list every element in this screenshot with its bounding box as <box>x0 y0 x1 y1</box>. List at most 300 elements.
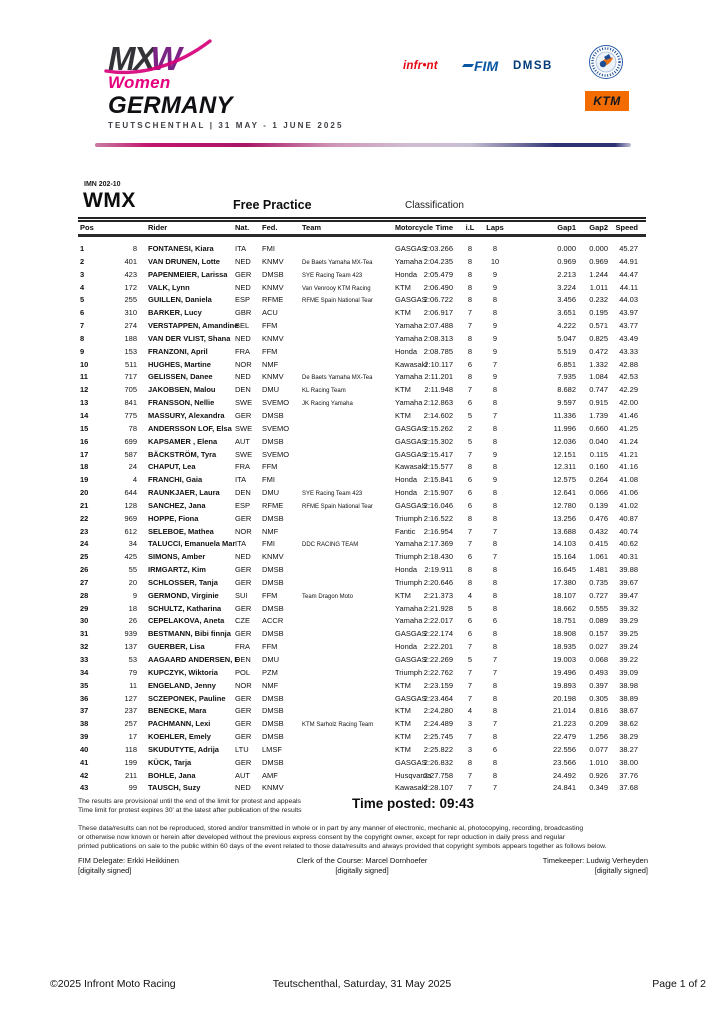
result-row <box>78 474 646 487</box>
result-row <box>78 526 646 539</box>
result-row <box>78 436 646 449</box>
cell-il: 7 <box>467 770 473 780</box>
cell-rider: BESTMANN, Bibi finnja <box>148 629 231 639</box>
cell-number: 8 <box>132 244 137 253</box>
cell-time: 2:21.373 <box>423 590 453 600</box>
cell-number: 425 <box>124 552 137 562</box>
cell-gap1: 12.151 <box>553 449 576 459</box>
cell-fed: FFM <box>262 462 278 472</box>
cell-speed: 43.77 <box>619 321 638 331</box>
cell-rider: KAPSAMER , Elena <box>148 436 218 446</box>
cell-pos: 10 <box>80 359 89 369</box>
cell-motorcycle: Yamaha <box>395 372 423 382</box>
cell-gap2: 0.139 <box>589 500 608 510</box>
cell-il: 7 <box>467 732 473 742</box>
result-row <box>78 603 646 616</box>
cell-team: SYE Racing Team 423 <box>302 272 363 279</box>
cell-pos: 2 <box>80 256 85 266</box>
result-row <box>78 731 646 744</box>
cell-il: 8 <box>467 462 473 472</box>
cell-fed: KNMV <box>262 372 284 382</box>
cell-gap1: 20.198 <box>553 693 576 703</box>
cell-time: 2:25.822 <box>423 744 453 754</box>
cell-gap1: 3.456 <box>557 295 576 305</box>
cell-number: 310 <box>124 308 137 318</box>
cell-number: 211 <box>125 770 137 780</box>
cell-time: 2:25.745 <box>423 732 453 742</box>
cell-motorcycle: KTM <box>395 744 411 754</box>
cell-speed: 43.97 <box>619 308 638 318</box>
cell-gap2: 0.747 <box>589 385 608 395</box>
cell-il: 6 <box>467 475 473 485</box>
cell-il: 8 <box>467 513 473 523</box>
session-title: Free Practice <box>233 198 312 212</box>
cell-speed: 44.11 <box>619 282 638 292</box>
cell-nat: DEN <box>235 655 251 664</box>
cell-number: 423 <box>124 269 137 279</box>
cell-il: 7 <box>467 680 473 690</box>
cell-rider: VAN DER VLIST, Shana <box>148 333 231 343</box>
cell-speed: 42.88 <box>619 359 638 369</box>
dmsb-logo: DMSB <box>513 60 553 72</box>
cell-fed: DMU <box>262 488 280 498</box>
cell-fed: DMSB <box>262 603 284 613</box>
cell-gap2: 1.481 <box>589 565 608 575</box>
cell-il: 8 <box>467 295 473 305</box>
cell-time: 2:15.302 <box>423 436 453 446</box>
cell-rider: ENGELAND, Jenny <box>148 680 216 690</box>
result-row <box>78 371 646 384</box>
cell-number: 55 <box>128 565 137 575</box>
cell-nat: SUI <box>235 590 248 600</box>
cell-motorcycle: KTM <box>395 308 411 318</box>
cell-motorcycle: Honda <box>395 346 418 356</box>
cell-pos: 27 <box>80 577 89 587</box>
result-row <box>78 538 646 551</box>
cell-il: 7 <box>467 693 473 703</box>
cell-gap1: 19.003 <box>553 655 576 664</box>
cell-number: 17 <box>128 732 137 742</box>
cell-number: 137 <box>124 642 137 652</box>
cell-speed: 38.29 <box>619 732 638 742</box>
cell-il: 6 <box>467 552 473 562</box>
cell-gap2: 0.415 <box>589 539 608 549</box>
result-row <box>78 551 646 564</box>
cell-speed: 42.00 <box>619 398 638 408</box>
result-row <box>78 590 646 603</box>
cell-number: 153 <box>124 346 137 356</box>
cell-motorcycle: Husqvarna <box>395 770 432 780</box>
cell-gap2: 1.739 <box>589 410 608 420</box>
cell-time: 2:04.235 <box>423 256 453 266</box>
cell-nat: BEL <box>235 321 250 331</box>
result-row <box>78 384 646 397</box>
cell-nat: GER <box>235 732 252 742</box>
cell-gap1: 14.103 <box>553 539 576 549</box>
cell-speed: 44.03 <box>619 295 638 305</box>
cell-motorcycle: GASGAS <box>395 655 427 664</box>
cell-laps: 7 <box>492 655 498 664</box>
cell-time: 2:15.907 <box>423 488 453 498</box>
cell-pos: 31 <box>80 629 89 639</box>
cell-rider: VAN DRUNEN, Lotte <box>148 256 220 266</box>
cell-speed: 37.76 <box>619 770 638 780</box>
cell-rider: IRMGARTZ, Kim <box>148 565 206 575</box>
cell-nat: SWE <box>235 423 253 433</box>
cell-laps: 9 <box>492 372 498 382</box>
fim-logo <box>463 58 498 74</box>
cell-fed: ACU <box>262 308 278 318</box>
cell-time: 2:18.430 <box>423 552 453 562</box>
cell-speed: 41.02 <box>619 500 638 510</box>
cell-laps: 8 <box>492 629 498 639</box>
event-country: GERMANY <box>108 92 233 119</box>
cell-team: Team Dragon Moto <box>302 593 354 600</box>
cell-number: 9 <box>132 590 137 600</box>
cell-laps: 9 <box>492 269 498 279</box>
cell-pos: 25 <box>80 552 89 562</box>
cell-fed: SVEMO <box>262 423 290 433</box>
cell-nat: GER <box>235 757 252 767</box>
col-gap1: Gap1 <box>557 223 576 232</box>
cell-fed: KNMV <box>262 333 284 343</box>
cell-pos: 43 <box>80 783 89 793</box>
cell-fed: DMSB <box>262 436 284 446</box>
cell-pos: 33 <box>80 655 89 664</box>
cell-rider: TALUCCI, Emanuela Mar <box>148 539 236 549</box>
cell-time: 2:24.489 <box>423 719 453 729</box>
result-row <box>78 487 646 500</box>
cell-nat: GER <box>235 410 252 420</box>
cell-time: 2:05.479 <box>423 269 453 279</box>
cell-laps: 8 <box>492 500 498 510</box>
cell-rider: BÄCKSTRÖM, Tyra <box>148 449 217 459</box>
cell-il: 7 <box>467 385 473 395</box>
cell-nat: NED <box>235 372 251 382</box>
cell-pos: 39 <box>80 732 89 742</box>
cell-fed: DMSB <box>262 757 284 767</box>
cell-time: 2:22.762 <box>423 667 453 677</box>
cell-gap1: 18.107 <box>553 590 576 600</box>
cell-laps: 8 <box>492 513 498 523</box>
result-row <box>78 641 646 654</box>
cell-motorcycle: Triumph <box>395 577 423 587</box>
cell-fed: RFME <box>262 295 284 305</box>
result-row <box>78 320 646 333</box>
cell-il: 8 <box>467 244 473 253</box>
cell-time: 2:21.928 <box>423 603 453 613</box>
cell-pos: 11 <box>80 372 88 382</box>
cell-fed: DMU <box>262 655 280 664</box>
cell-fed: KNMV <box>262 783 284 793</box>
cell-laps: 8 <box>492 244 498 253</box>
cell-pos: 5 <box>80 295 85 305</box>
col-rider: Rider <box>148 223 168 232</box>
cell-speed: 39.32 <box>619 603 638 613</box>
cell-gap2: 0.209 <box>589 719 608 729</box>
cell-il: 8 <box>467 282 473 292</box>
cell-pos: 29 <box>80 603 89 613</box>
cell-rider: SIMONS, Amber <box>148 552 206 562</box>
cell-nat: ITA <box>235 244 247 253</box>
cell-nat: GER <box>235 577 252 587</box>
cell-laps: 9 <box>492 346 498 356</box>
cell-rider: PAPENMEIER, Larissa <box>148 269 228 279</box>
cell-speed: 39.67 <box>619 577 638 587</box>
cell-nat: DEN <box>235 488 251 498</box>
cell-fed: FMI <box>262 475 275 485</box>
cell-laps: 9 <box>492 282 498 292</box>
cell-pos: 24 <box>80 539 89 549</box>
cell-nat: GER <box>235 565 252 575</box>
cell-laps: 8 <box>492 295 498 305</box>
infront-logo: infr•nt <box>403 60 438 72</box>
cell-il: 7 <box>467 642 473 652</box>
cell-gap2: 1.061 <box>589 552 608 562</box>
cell-motorcycle: GASGAS <box>395 449 427 459</box>
cell-gap1: 8.682 <box>557 385 576 395</box>
result-row <box>78 397 646 410</box>
cell-number: 717 <box>124 372 137 382</box>
cell-gap2: 0.727 <box>589 590 608 600</box>
cell-il: 6 <box>467 359 473 369</box>
time-posted: Time posted: 09:43 <box>352 796 475 811</box>
col-speed: Speed <box>615 223 638 232</box>
cell-nat: NOR <box>235 359 252 369</box>
cell-rider: SCHLOSSER, Tanja <box>148 577 218 587</box>
result-row <box>78 628 646 641</box>
cell-time: 2:06.722 <box>423 295 453 305</box>
cell-nat: AUT <box>235 770 250 780</box>
result-row <box>78 333 646 346</box>
result-row <box>78 307 646 320</box>
cell-gap2: 0.066 <box>589 488 608 498</box>
cell-laps: 8 <box>492 539 498 549</box>
cell-number: 587 <box>124 449 137 459</box>
cell-il: 2 <box>467 423 473 433</box>
cell-speed: 42.53 <box>619 372 638 382</box>
cell-il: 7 <box>467 783 473 793</box>
cell-fed: DMSB <box>262 693 284 703</box>
cell-gap2: 0.157 <box>589 629 608 639</box>
cell-laps: 8 <box>492 488 498 498</box>
cell-gap1: 13.688 <box>553 526 576 536</box>
cell-gap2: 0.476 <box>589 513 608 523</box>
cell-motorcycle: Kawasaki <box>395 783 428 793</box>
cell-gap1: 18.935 <box>553 642 576 652</box>
cell-speed: 39.22 <box>619 655 638 664</box>
col-motorcycle: Motorcycle <box>395 223 433 232</box>
cell-laps: 7 <box>492 552 498 562</box>
cell-gap2: 1.084 <box>589 372 608 382</box>
cell-gap1: 19.893 <box>553 680 576 690</box>
cell-rider: SELEBOE, Mathea <box>148 526 214 536</box>
cell-nat: FRA <box>235 462 250 472</box>
cell-speed: 41.25 <box>619 423 638 433</box>
cell-nat: NED <box>235 282 251 292</box>
provisional-note-1: The results are provisional until the end of the limit for protest and appeals <box>78 798 301 805</box>
timekeeper-name: Timekeeper: Ludwig Verheyden <box>542 856 648 865</box>
cell-time: 2:06.917 <box>423 308 453 318</box>
cell-rider: TAUSCH, Suzy <box>148 783 201 793</box>
clerk-name: Clerk of the Course: Marcel Dornhoefer <box>296 856 428 865</box>
cell-il: 8 <box>467 372 473 382</box>
cell-team: JK Racing Yamaha <box>302 401 353 408</box>
result-row <box>78 500 646 513</box>
cell-gap2: 1.332 <box>589 359 608 369</box>
cell-laps: 8 <box>492 732 498 742</box>
cell-pos: 30 <box>80 616 89 626</box>
cell-fed: DMSB <box>262 565 284 575</box>
copyright-line-1: These data/results can not be reproduced, stored and/or transmitted in whole or in part by any manner of electronic, mechanic al, photocopying, recording, broadcasting <box>78 825 584 832</box>
cell-fed: KNMV <box>262 552 284 562</box>
col-time: Time <box>435 223 453 232</box>
cell-pos: 16 <box>80 436 89 446</box>
result-row <box>78 243 646 256</box>
cell-pos: 21 <box>80 500 89 510</box>
cell-motorcycle: GASGAS <box>395 629 427 639</box>
cell-nat: NOR <box>235 526 252 536</box>
cell-fed: FFM <box>262 590 278 600</box>
cell-speed: 39.24 <box>619 642 638 652</box>
cell-motorcycle: Triumph <box>395 513 423 523</box>
cell-motorcycle: GASGAS <box>395 693 427 703</box>
col-nat: Nat. <box>235 223 250 232</box>
cell-team: SYE Racing Team 423 <box>302 491 363 498</box>
cell-nat: NED <box>235 783 251 793</box>
cell-nat: AUT <box>235 436 250 446</box>
cell-laps: 9 <box>492 475 498 485</box>
cell-speed: 44.47 <box>619 269 638 279</box>
cell-laps: 6 <box>492 744 498 754</box>
provisional-notes <box>78 797 302 815</box>
cell-gap1: 11.336 <box>553 410 576 420</box>
cell-number: 99 <box>128 783 137 793</box>
result-row <box>78 782 646 795</box>
result-row <box>78 513 646 526</box>
result-row <box>78 346 646 359</box>
cell-gap2: 1.010 <box>589 757 608 767</box>
cell-gap1: 12.311 <box>553 462 576 472</box>
results-header-row <box>78 217 646 237</box>
cell-speed: 44.91 <box>619 256 638 266</box>
cell-fed: DMSB <box>262 706 284 716</box>
cell-fed: SVEMO <box>262 398 290 408</box>
cell-laps: 7 <box>492 410 498 420</box>
mx-text: MX <box>108 40 154 77</box>
cell-gap2: 0.969 <box>589 256 608 266</box>
cell-number: 401 <box>124 256 137 266</box>
cell-time: 2:22.201 <box>423 642 453 652</box>
cell-il: 6 <box>467 398 473 408</box>
cell-nat: SWE <box>235 449 253 459</box>
cell-time: 2:16.046 <box>423 500 453 510</box>
fim-wing-icon <box>462 64 474 67</box>
cell-number: 841 <box>124 398 137 408</box>
cell-fed: FMI <box>262 539 275 549</box>
cell-il: 8 <box>467 346 473 356</box>
fim-delegate-signed: [digitally signed] <box>78 866 132 875</box>
cell-nat: GER <box>235 269 252 279</box>
cell-fed: NMF <box>262 680 279 690</box>
cell-time: 2:11.201 <box>424 372 453 382</box>
cell-number: 128 <box>124 500 137 510</box>
cell-gap1: 21.014 <box>553 706 576 716</box>
cell-laps: 8 <box>492 423 498 433</box>
cell-number: 118 <box>125 744 137 754</box>
cell-number: 257 <box>124 719 137 729</box>
cell-speed: 38.27 <box>619 744 638 754</box>
mxw-wordmark <box>108 40 348 77</box>
cell-gap1: 16.645 <box>553 565 576 575</box>
cell-time: 2:07.488 <box>423 321 453 331</box>
result-row <box>78 410 646 423</box>
event-location-line: TEUTSCHENTHAL | 31 MAY - 1 JUNE 2025 <box>108 121 344 130</box>
cell-speed: 45.27 <box>619 244 638 253</box>
cell-gap1: 18.662 <box>553 603 576 613</box>
cell-il: 4 <box>467 706 473 716</box>
cell-gap2: 0.068 <box>589 655 608 664</box>
cell-nat: GER <box>235 603 252 613</box>
cell-gap1: 2.213 <box>557 269 576 279</box>
cell-motorcycle: Triumph <box>395 552 423 562</box>
cell-il: 7 <box>467 539 473 549</box>
cell-motorcycle: GASGAS <box>395 423 427 433</box>
cell-number: 775 <box>124 410 137 420</box>
cell-pos: 34 <box>80 667 89 677</box>
cell-number: 11 <box>129 680 137 690</box>
cell-gap2: 0.195 <box>589 308 608 318</box>
cell-rider: FRANCHI, Gaia <box>148 475 203 485</box>
col-il: i.L <box>465 223 475 232</box>
cell-motorcycle: Kawasaki <box>395 462 428 472</box>
cell-il: 5 <box>467 436 473 446</box>
cell-pos: 35 <box>80 680 89 690</box>
cell-gap1: 13.256 <box>553 513 576 523</box>
cell-fed: DMSB <box>262 629 284 639</box>
cell-rider: GUILLEN, Daniela <box>148 295 212 305</box>
cell-gap1: 3.651 <box>557 308 576 318</box>
cell-il: 3 <box>467 719 473 729</box>
cell-il: 3 <box>467 744 473 754</box>
cell-team: DDC RACING TEAM <box>302 542 359 549</box>
cell-time: 2:15.841 <box>423 475 453 485</box>
cell-rider: SCHULTZ, Katharina <box>148 603 222 613</box>
cell-time: 2:11.948 <box>424 385 453 395</box>
cell-gap2: 0.397 <box>589 680 608 690</box>
cell-speed: 40.87 <box>619 513 638 523</box>
cell-number: 20 <box>128 577 137 587</box>
cell-number: 969 <box>124 513 137 523</box>
cell-motorcycle: Honda <box>395 565 418 575</box>
cell-time: 2:24.280 <box>423 706 453 716</box>
cell-nat: LTU <box>235 744 249 754</box>
cell-time: 2:22.269 <box>423 655 453 664</box>
cell-laps: 8 <box>492 642 498 652</box>
cell-pos: 6 <box>80 308 85 318</box>
cell-gap2: 0.825 <box>589 333 608 343</box>
cell-speed: 39.88 <box>619 565 638 575</box>
result-row <box>78 359 646 372</box>
cell-number: 612 <box>124 526 137 536</box>
cell-nat: DEN <box>235 385 251 395</box>
cell-rider: VALK, Lynn <box>148 282 190 292</box>
cell-motorcycle: Yamaha <box>395 256 423 266</box>
cell-laps: 8 <box>492 436 498 446</box>
cell-rider: VERSTAPPEN, Amandine <box>148 321 239 331</box>
cell-time: 2:15.262 <box>423 423 453 433</box>
cell-il: 8 <box>467 757 473 767</box>
